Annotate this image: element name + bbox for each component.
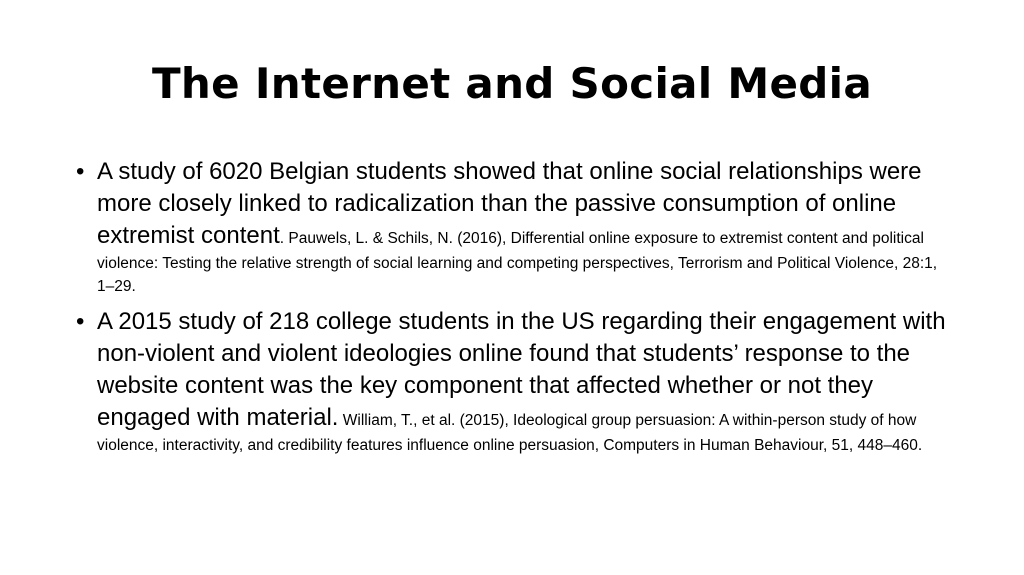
bullet-dot-icon: • <box>76 308 85 335</box>
bullet-list <box>76 156 946 465</box>
bullet-reference: William, T., et al. (2015), Ideological group persuasion: A within-person study of how violence, interactivity, and credibility features influence online persuasion, Computers in Human Behaviour, 51, 448–460. <box>97 412 923 454</box>
bullet-item <box>76 156 946 298</box>
slide-title: The Internet and Social Media <box>151 59 872 108</box>
bullet-text: A 2015 study of 218 college students in the US regarding their engagement with non-violent and violent ideologies online found that students’ response to the website content was the key component that affected whether or not they engaged with material. <box>97 308 946 431</box>
bullet-item <box>76 306 946 457</box>
bullet-reference: . Pauwels, L. & Schils, N. (2016), Differential online exposure to extremist content and political violence: Testing the relative strength of social learning and competing perspectives, Terrorism and Political Violence, 28:1, 1–29. <box>97 230 938 295</box>
bullet-dot-icon: • <box>76 158 85 185</box>
bullet-text: A study of 6020 Belgian students showed that online social relationships were more closely linked to radicalization than the passive consumption of online extremist content <box>97 158 922 249</box>
